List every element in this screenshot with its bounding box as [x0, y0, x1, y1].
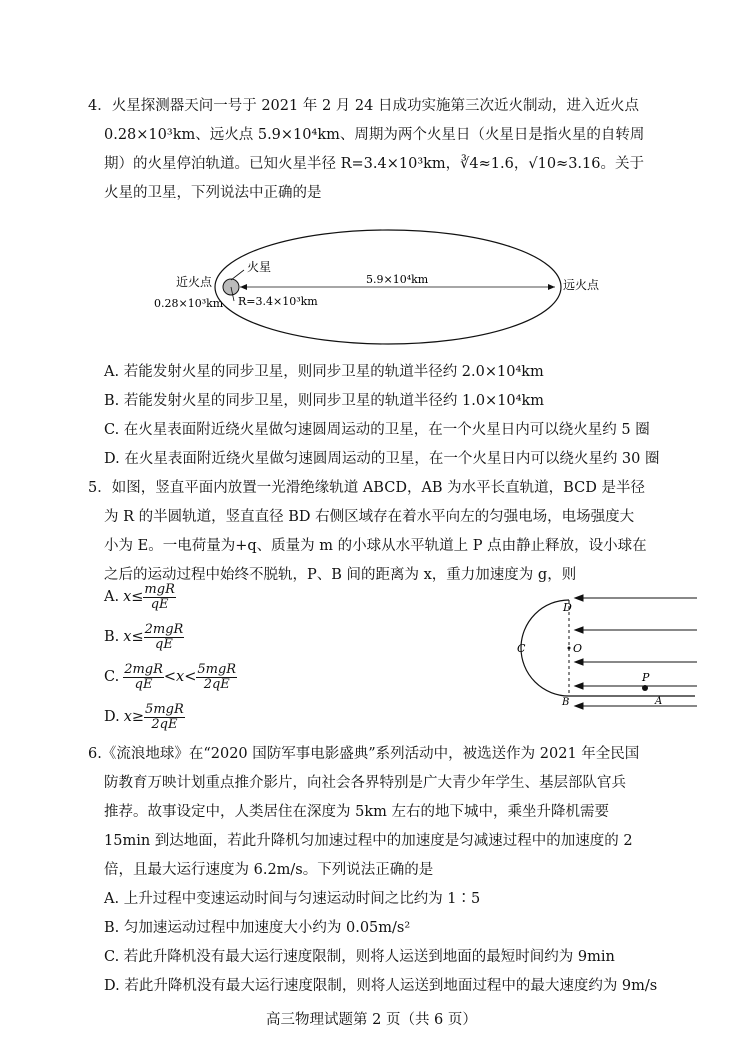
svg-text:C: C [517, 642, 526, 655]
q4-line-1: 4．火星探测器天问一号于 2021 年 2 月 24 日成功实施第三次近火制动，进入近火点 [88, 98, 639, 114]
svg-text:P: P [642, 671, 650, 684]
q5-line-4: 之后的运动过程中始终不脱轨，P、B 间的距离为 x，重力加速度为 g，则 [104, 567, 577, 583]
q4-option-b: B. 若能发射火星的同步卫星，则同步卫星的轨道半径约 1.0×10⁴km [104, 393, 544, 409]
fraction: $\frac{\text{2mgR}}{qE}$ [144, 621, 184, 652]
q5-option-a: A. x≤ $\frac{\text{mgR}}{qE}$ [104, 581, 175, 612]
q5-option-b: B. x≤ $\frac{\text{2mgR}}{qE}$ [104, 621, 184, 652]
q4-line-4: 火星的卫星，下列说法中正确的是 [104, 185, 322, 201]
q4-option-a: A. 若能发射火星的同步卫星，则同步卫星的轨道半径约 2.0×10⁴km [104, 364, 544, 380]
fraction: $\frac{\text{2mgR}}{qE}$ [124, 661, 163, 692]
q6-option-a: A. 上升过程中变速运动时间与匀速运动时间之比约为 1∶5 [104, 891, 481, 907]
fraction: $\frac{\text{5mgR}}{2qE}$ [145, 701, 184, 732]
radius-label: R=3.4×10³km [238, 295, 318, 308]
perihelion-value: 0.28×10³km [154, 297, 224, 310]
q5-option-d: D. x≥ $\frac{\text{5mgR}}{2qE}$ [104, 701, 184, 732]
svg-text:A: A [655, 696, 663, 707]
q6-option-d: D. 若此升降机没有最大运行速度限制，则将人运送到地面过程中的最大速度约为 9m/s [104, 978, 658, 994]
track-field-figure [515, 590, 705, 715]
svg-text:D: D [563, 601, 572, 614]
q6-line-5: 倍，且最大运行速度为 6.2m/s。下列说法正确的是 [104, 862, 434, 878]
fraction: $\frac{\text{mgR}}{qE}$ [144, 581, 175, 612]
q6-line-2: 防教育万映计划重点推介影片，向社会各界特别是广大青少年学生、基层部队官兵 [104, 775, 626, 791]
distance-label: 5.9×10⁴km [366, 273, 429, 286]
aphelion-label: 远火点 [563, 278, 600, 292]
q4-line-3: 期）的火星停泊轨道。已知火星半径 R=3.4×10³km，∛4≈1.6，√10≈3.16。关于 [104, 156, 644, 172]
mars-orbit-figure [150, 225, 620, 350]
q6-line-1: 6.《流浪地球》在“2020 国防军事电影盛典”系列活动中，被选送作为 2021 年全民国 [88, 746, 640, 762]
page-footer: 高三物理试题第 2 页（共 6 页） [266, 1012, 477, 1028]
q6-option-b: B. 匀加速运动过程中加速度大小约为 0.05m/s² [104, 920, 411, 936]
q5-line-2: 为 R 的半圆轨道，竖直直径 BD 右侧区域存在着水平向左的匀强电场，电场强度大 [104, 509, 635, 525]
perihelion-label: 近火点 [176, 275, 213, 289]
mars-label: 火星 [247, 260, 272, 274]
ball-p [642, 685, 648, 691]
q4-option-c: C. 在火星表面附近绕火星做匀速圆周运动的卫星，在一个火星日内可以绕火星约 5 圈 [104, 422, 650, 438]
svg-text:O: O [573, 642, 583, 655]
q6-line-3: 推荐。故事设定中，人类居住在深度为 5km 左右的地下城中，乘坐升降机需要 [104, 804, 609, 820]
svg-text:B: B [562, 697, 570, 708]
q5-option-c: C. $\frac{\text{2mgR}}{qE}$ <x< $\frac{\text{5mgR}}{2qE}$ [104, 661, 237, 692]
q5-line-3: 小为 E。一电荷量为+q、质量为 m 的小球从水平轨道上 P 点由静止释放，设小球在 [104, 538, 647, 554]
q4-line-2: 0.28×10³km、远火点 5.9×10⁴km、周期为两个火星日（火星日是指火星的自转周 [104, 127, 645, 143]
q6-line-4: 15min 到达地面，若此升降机匀加速过程中的加速度是匀减速过程中的加速度的 2 [104, 833, 633, 849]
q4-option-d: D. 在火星表面附近绕火星做匀速圆周运动的卫星，在一个火星日内可以绕火星约 30 圈 [104, 451, 660, 467]
q6-option-c: C. 若此升降机没有最大运行速度限制，则将人运送到地面的最短时间约为 9min [104, 949, 615, 965]
center-o [568, 647, 571, 650]
q5-line-1: 5．如图，竖直平面内放置一光滑绝缘轨道 ABCD，AB 为水平长直轨道，BCD 是半径 [88, 480, 645, 496]
fraction: $\frac{\text{5mgR}}{2qE}$ [197, 661, 237, 692]
